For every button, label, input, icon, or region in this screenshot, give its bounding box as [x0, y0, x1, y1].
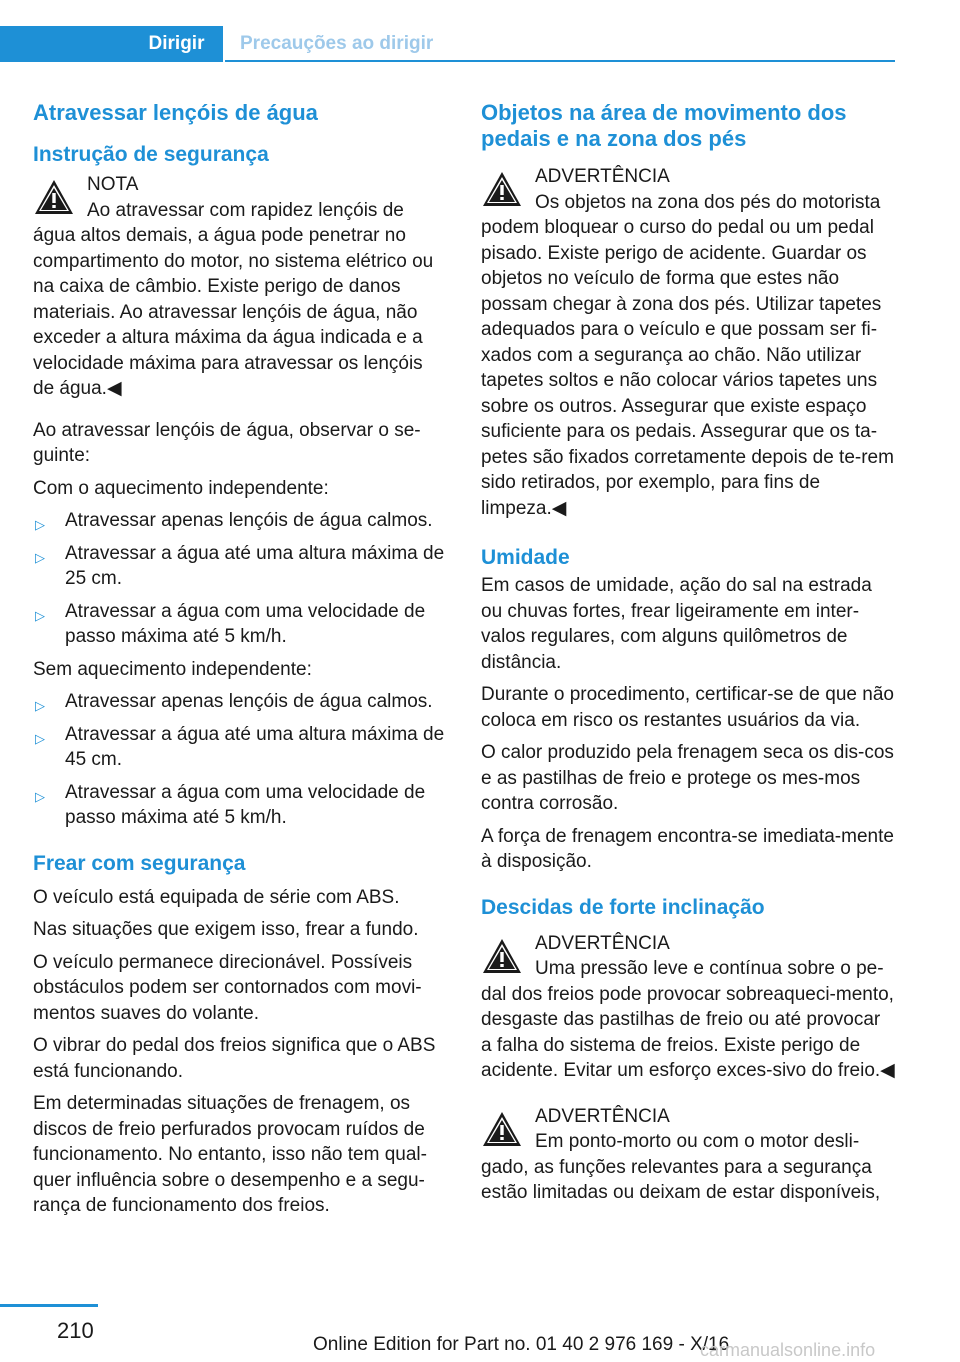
advertencia-text: Em ponto-morto ou com o motor desli-gado, as funções relevantes para a segurança estão limitadas ou deixam de estar disponíveis,: [481, 1131, 881, 1203]
warning-triangle-icon: [481, 937, 523, 975]
list-item: [33, 599, 447, 650]
header-rule: [225, 60, 895, 62]
advertencia-title: ADVERTÊNCIA: [535, 166, 670, 187]
list-com-aquecimento: [33, 508, 447, 650]
page-header: [0, 0, 960, 62]
heading-lencois: Atravessar lençóis de água: [33, 100, 318, 125]
advertencia-block-3: [481, 1104, 895, 1206]
paragraph-sem-aquecimento: Sem aquecimento independente:: [33, 658, 312, 680]
paragraph-umidade-3: O calor produzido pela frenagem seca os dis-cos e as pastilhas de freio e protege os mes-mos contra corrosão.: [481, 742, 894, 814]
warning-triangle-icon: [481, 170, 523, 208]
paragraph-observar: Ao atravessar lençóis de água, observar o se-guinte:: [33, 419, 421, 466]
heading-instrucao: Instrução de segurança: [33, 143, 269, 166]
advertencia-text: Os objetos na zona dos pés do motorista podem bloquear o curso do pedal ou um pedal pisado. Existe perigo de acidente. Guardar os objetos no veículo de forma que estes não possam chegar à zona dos pés. Utilizar tapetes adequados para o veículo e que possam ser fi-xados com a segurança ao chão. Não utilizar tapetes soltos e não colocar vários tapetes uns sobre os outros. Assegurar que existe espaço suficiente para os pedais. Assegurar que os ta-petes são fixados corretamente depois de te-rem sido retirados, por exemplo, para fins de limpeza.◀: [481, 191, 894, 519]
nota-text: Ao atravessar com rapidez lençóis de água altos demais, a água pode penetrar no compartimento do motor, no sistema elétrico ou na caixa de câmbio. Existe perigo de danos materiais. Ao atravessar lençóis de água, não exceder a altura máxima da água indicada e a velocidade máxima para atravessar os lençóis de água.◀: [33, 199, 434, 399]
heading-objetos: Objetos na área de movimento dos pedais e na zona dos pés: [481, 100, 847, 151]
paragraph-frear-4: O vibrar do pedal dos freios significa que o ABS está funcionando.: [33, 1035, 436, 1082]
heading-umidade: Umidade: [481, 546, 570, 569]
advertencia-text: Uma pressão leve e contínua sobre o pe-dal dos freios pode provocar sobreaqueci-mento, desgaste das pastilhas de freio ou até provocar a falha do sistema de freios. Existe perigo de acidente. Evitar um esforço exces-sivo do freio.◀: [481, 958, 895, 1081]
page-number: 210: [57, 1318, 94, 1343]
triangle-bullet-icon: ▷: [35, 788, 45, 804]
paragraph-com-aquecimento: Com o aquecimento independente:: [33, 477, 329, 499]
warning-triangle-icon: [481, 1110, 523, 1148]
advertencia-block-2: [481, 931, 895, 1084]
triangle-bullet-icon: ▷: [35, 607, 45, 623]
paragraph-umidade-2: Durante o procedimento, certificar-se de que não coloca em risco os restantes usuários da via.: [481, 684, 894, 731]
watermark: carmanualsonline.info: [700, 1340, 876, 1360]
nota-block: [33, 172, 447, 402]
left-column: [33, 100, 447, 1226]
nota-title: NOTA: [87, 174, 139, 195]
list-item-text: Atravessar apenas lençóis de água calmos.: [65, 510, 433, 531]
list-item: [33, 780, 447, 831]
list-item-text: Atravessar a água com uma velocidade de passo máxima até 5 km/h.: [65, 781, 426, 828]
list-item-text: Atravessar a água com uma velocidade de passo máxima até 5 km/h.: [65, 600, 426, 647]
heading-frear: Frear com segurança: [33, 851, 246, 875]
list-item: [33, 689, 447, 715]
heading-descidas: Descidas de forte inclinação: [481, 895, 765, 919]
advertencia-title: ADVERTÊNCIA: [535, 1105, 670, 1127]
list-item: [33, 541, 447, 592]
header-section: Dirigir: [130, 26, 223, 62]
list-item-text: Atravessar a água até uma altura máxima de 45 cm.: [65, 723, 445, 770]
triangle-bullet-icon: ▷: [35, 698, 45, 713]
advertencia-title: ADVERTÊNCIA: [535, 932, 670, 954]
warning-triangle-icon: [33, 178, 75, 216]
advertencia-block-1: [481, 164, 895, 521]
paragraph-umidade-4: A força de frenagem encontra-se imediata-mente à disposição.: [481, 825, 894, 872]
paragraph-frear-2: Nas situações que exigem isso, frear a fundo.: [33, 919, 419, 940]
paragraph-umidade-1: Em casos de umidade, ação do sal na estrada ou chuvas fortes, frear ligeiramente em inter-valos regulares, com alguns quilômetros de distância.: [481, 575, 872, 673]
header-divider: [223, 26, 225, 62]
list-item-text: Atravessar apenas lençóis de água calmos.: [65, 691, 433, 712]
triangle-bullet-icon: ▷: [35, 549, 45, 565]
edition-text: Online Edition for Part no. 01 40 2 976 169 - X/16: [313, 1334, 730, 1355]
paragraph-frear-5: Em determinadas situações de frenagem, os discos de freio perfurados provocam ruídos de funcionamento. No entanto, isso não tem qual-quer influência sobre o desempenho e a segu-rança de funcionamento dos freios.: [33, 1093, 427, 1216]
list-sem-aquecimento: [33, 689, 447, 831]
triangle-bullet-icon: ▷: [35, 730, 45, 746]
list-item: [33, 508, 447, 534]
footer-rule: [0, 1304, 98, 1307]
header-accent-block: [0, 26, 130, 62]
triangle-bullet-icon: ▷: [35, 517, 45, 532]
paragraph-frear-1: O veículo está equipada de série com ABS.: [33, 886, 400, 908]
header-subsection: Precauções ao dirigir: [240, 33, 434, 54]
list-item-text: Atravessar a água até uma altura máxima de 25 cm.: [65, 542, 445, 589]
right-column: [481, 100, 895, 1222]
paragraph-frear-3: O veículo permanece direcionável. Possíveis obstáculos podem ser contornados com movi-mentos suaves do volante.: [33, 951, 422, 1024]
list-item: [33, 722, 447, 773]
